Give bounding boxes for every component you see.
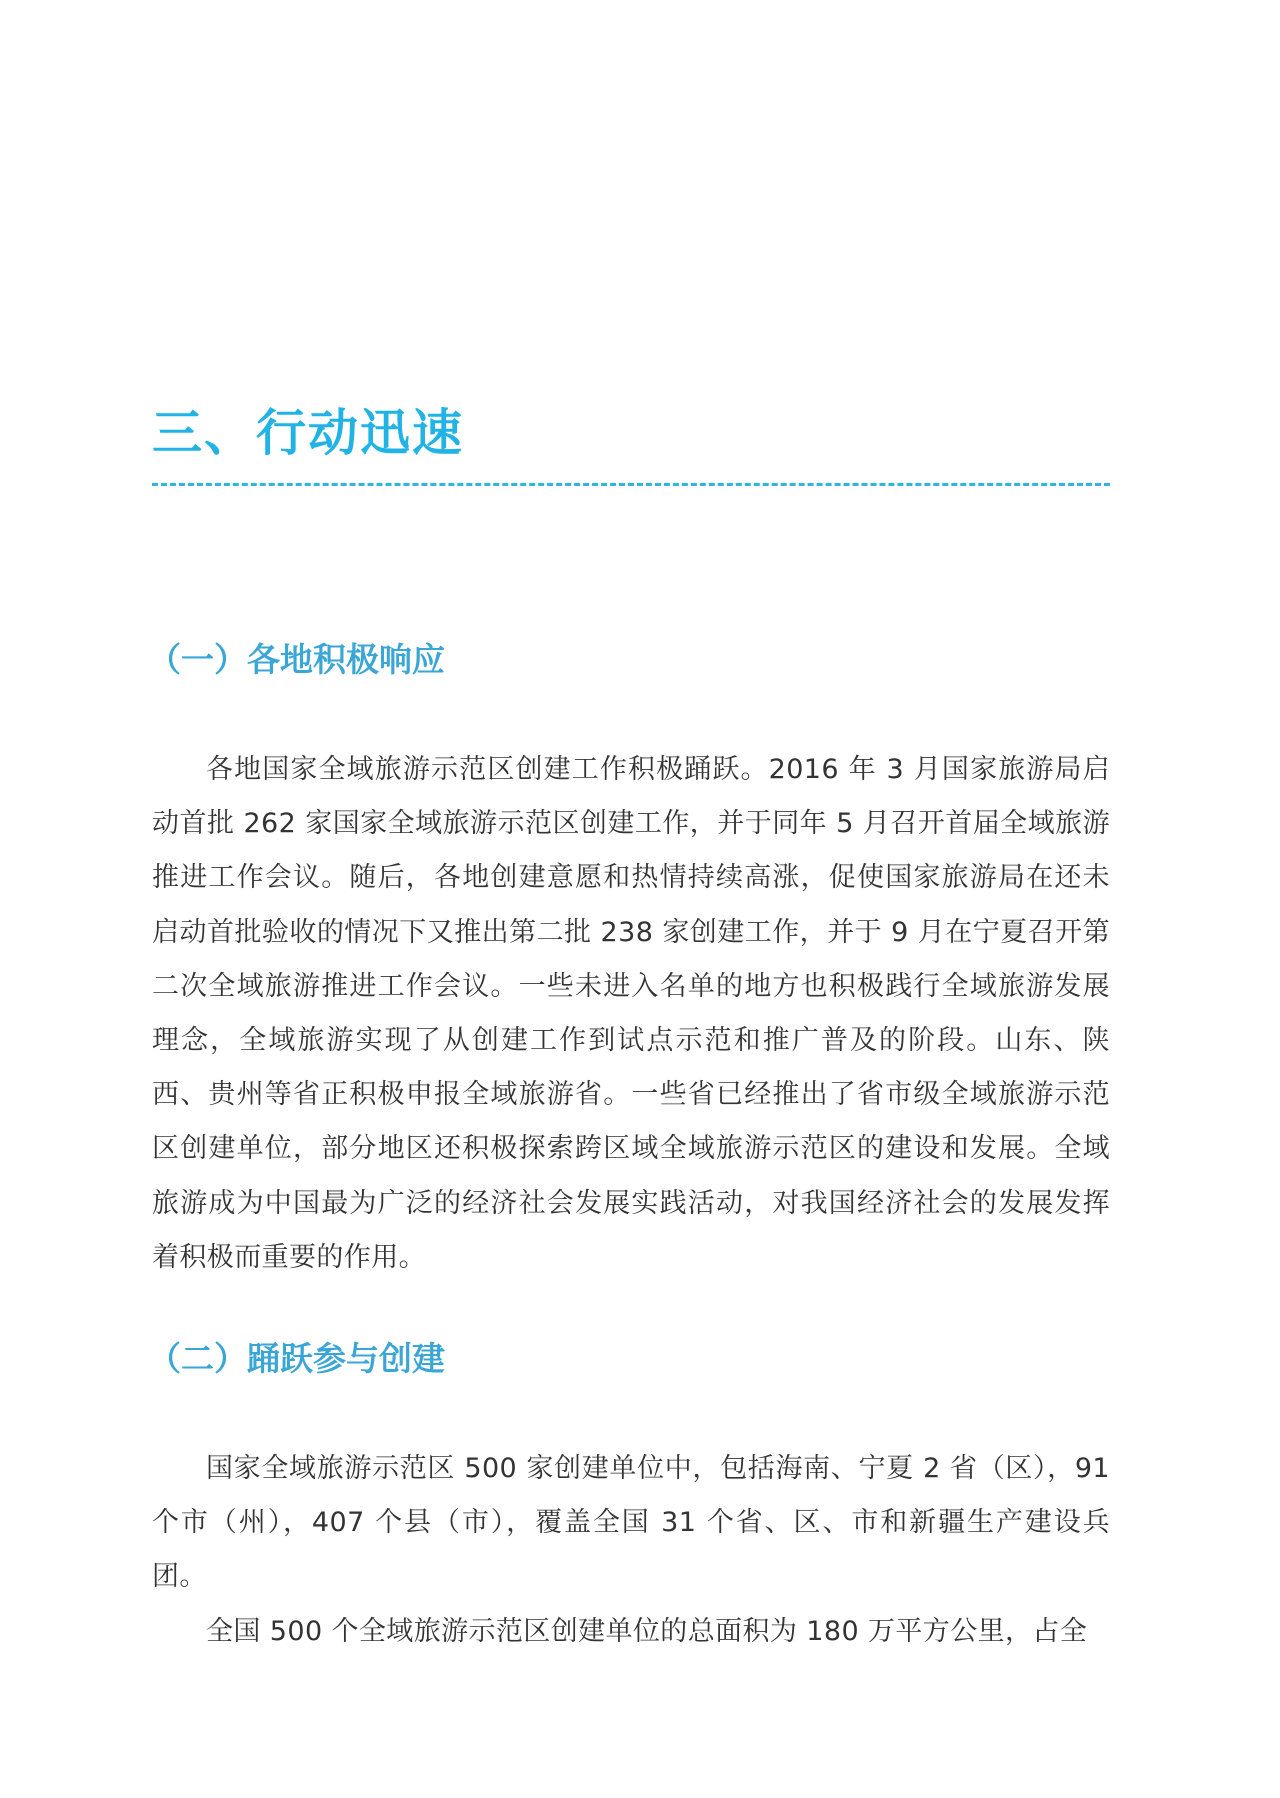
section-2-paragraph-1: 国家全域旅游示范区 500 家创建单位中，包括海南、宁夏 2 省（区），91 个市（州），407 个县（市），覆盖全国 31 个省、区、市和新疆生产建设兵团。: [152, 1453, 1110, 1593]
chapter-title: 三、行动迅速: [152, 404, 464, 462]
section-2-paragraph-2: 全国 500 个全域旅游示范区创建单位的总面积为 180 万平方公里，占全: [206, 1615, 1088, 1647]
dashed-divider: [152, 483, 1110, 486]
section-heading-1: （一）各地积极响应: [148, 640, 445, 679]
section-heading-2: （二）踊跃参与创建: [148, 1339, 445, 1378]
section-1-paragraph-1: 各地国家全域旅游示范区创建工作积极踊跃。2016 年 3 月国家旅游局启动首批 262 家国家全域旅游示范区创建工作，并于同年 5 月召开首届全域旅游推进工作会议。随后，各地创建意愿和热情持续高涨，促使国家旅游局在还未启动首批验收的情况下又推出第二批 238 家创建工作，并于 9 月在宁夏召开第二次全域旅游推进工作会议。一些未进入名单的地方也积极践行全域旅游发展理念，全域旅游实现了从创建工作到试点示范和推广普及的阶段。山东、陕西、贵州等省正积极申报全域旅游省。一些省已经推出了省市级全域旅游示范区创建单位，部分地区还积极探索跨区域全域旅游示范区的建设和发展。全域旅游成为中国最为广泛的经济社会发展实践活动，对我国经济社会的发展发挥着积极而重要的作用。: [152, 754, 1110, 1273]
section-1-body: [152, 743, 1110, 1285]
section-2-body: [152, 1442, 1110, 1659]
